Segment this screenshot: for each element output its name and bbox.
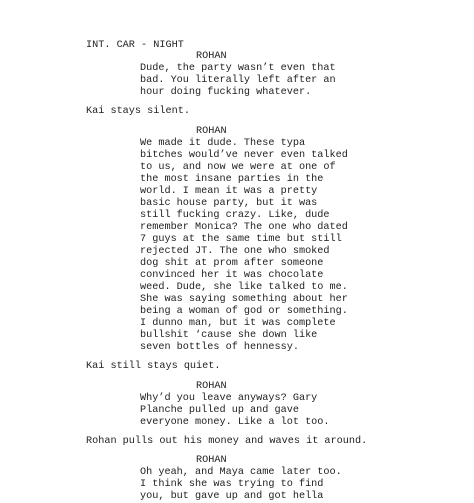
dialogue-line: hour doing fucking whatever. [140, 87, 312, 98]
dialogue-line: I dunno man, but it was complete [140, 318, 336, 329]
dialogue-line: 7 guys at the same time but still [140, 234, 342, 245]
dialogue-line: world. I mean it was a pretty [140, 186, 318, 197]
action-line: Rohan pulls out his money and waves it around. [86, 436, 368, 447]
dialogue-line: remember Monica? The one who dated [140, 222, 348, 233]
action-line: Kai stays silent. [86, 106, 190, 117]
dialogue-line: She was saying something about her [140, 294, 348, 305]
dialogue-line: bullshit ‘cause she down like [140, 330, 318, 341]
dialogue-line: Dude, the party wasn’t even that [140, 63, 336, 74]
dialogue-line: weed. Dude, she like talked to me. [140, 282, 348, 293]
dialogue-line: everyone money. Like a lot too. [140, 417, 330, 428]
dialogue-line: being a woman of god or something. [140, 306, 348, 317]
character-name: ROHAN [196, 455, 227, 466]
dialogue-line: Why’d you leave anyways? Gary [140, 393, 318, 404]
character-name: ROHAN [196, 381, 227, 392]
dialogue-line: the most insane parties in the [140, 174, 324, 185]
scene-heading: INT. CAR - NIGHT [86, 40, 184, 51]
dialogue-line: bitches would’ve never even talked [140, 150, 348, 161]
character-name: ROHAN [196, 126, 227, 137]
dialogue-line: still fucking crazy. Like, dude [140, 210, 330, 221]
dialogue-line: to us, and now we were at one of [140, 162, 336, 173]
dialogue-line: rejected JT. The one who smoked [140, 246, 330, 257]
dialogue-line: seven bottles of hennessy. [140, 342, 299, 353]
dialogue-line: dog shit at prom after someone [140, 258, 324, 269]
dialogue-line: Oh yeah, and Maya came later too. [140, 467, 342, 478]
dialogue-line: you, but gave up and got hella [140, 491, 324, 502]
dialogue-line: Planche pulled up and gave [140, 405, 299, 416]
dialogue-line: convinced her it was chocolate [140, 270, 324, 281]
dialogue-line: basic house party, but it was [140, 198, 318, 209]
character-name: ROHAN [196, 51, 227, 62]
dialogue-line: bad. You literally left after an [140, 75, 336, 86]
dialogue-line: I think she was trying to find [140, 479, 324, 490]
action-line: Kai still stays quiet. [86, 361, 221, 372]
dialogue-line: We made it dude. These typa [140, 138, 306, 149]
